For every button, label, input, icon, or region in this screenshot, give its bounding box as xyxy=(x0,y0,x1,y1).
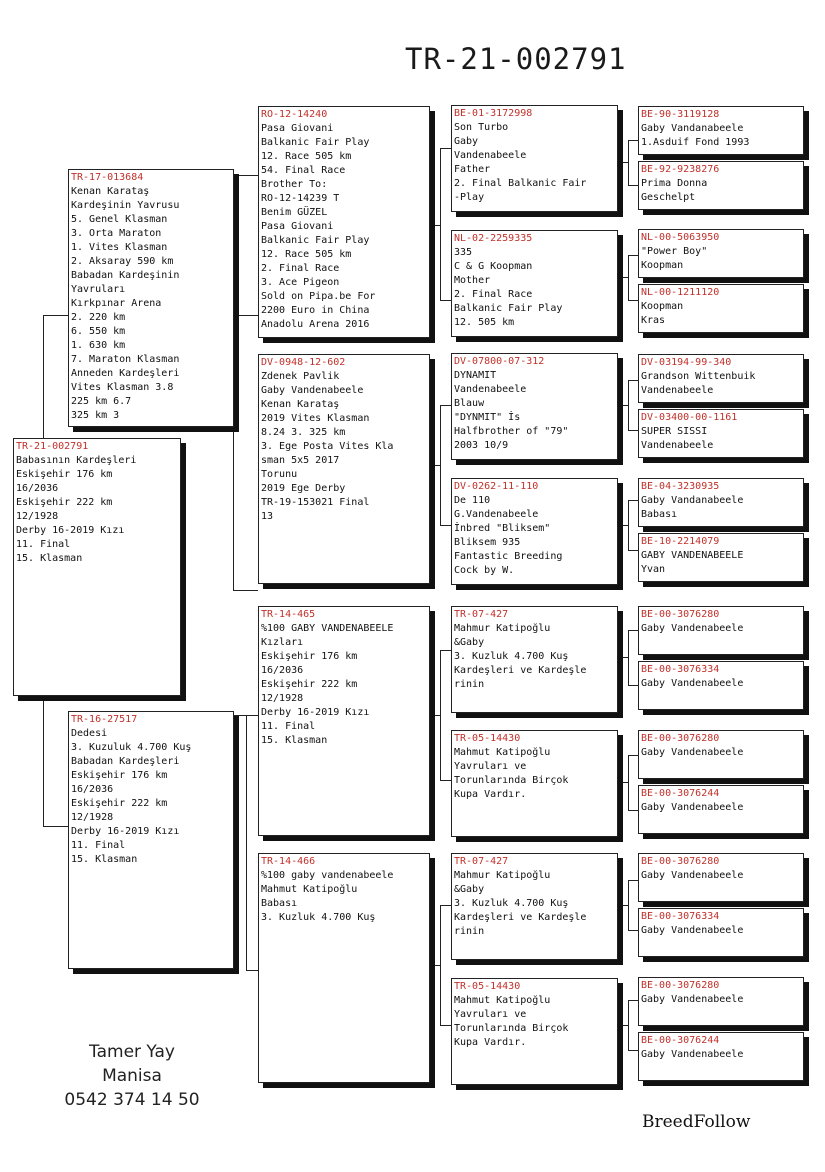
pigeon-info-line: 2019 Vites Klasman xyxy=(261,413,370,424)
ring-number: BE-04-3230935 xyxy=(641,481,720,492)
pigeon-info-line: 16/2036 xyxy=(71,784,114,795)
pigeon-info-line: Pasa Giovani xyxy=(261,123,334,134)
ring-number: BE-90-3119128 xyxy=(641,109,720,120)
connector-line xyxy=(43,697,44,826)
pigeon-info-line: Son Turbo xyxy=(454,122,509,133)
connector-line xyxy=(43,315,68,316)
brand-logo: BreedFollow xyxy=(642,1112,751,1132)
pigeon-info-line: Koopman xyxy=(641,301,684,312)
pedigree-box-gen2 xyxy=(258,106,430,338)
pigeon-info-line: Babadan Kardeşleri xyxy=(71,756,180,767)
ring-number: TR-16-27517 xyxy=(71,714,138,725)
pigeon-info-line: Yavruları xyxy=(71,284,126,295)
ring-number: NL-02-2259335 xyxy=(454,233,533,244)
pedigree-box-gen4 xyxy=(638,908,804,957)
pedigree-box-gen3 xyxy=(451,978,618,1085)
ring-number: TR-21-002791 xyxy=(16,441,89,452)
pigeon-info-line: Gaby Vandanabeele xyxy=(641,123,744,134)
pigeon-info-line: "DYNMIT" İs xyxy=(454,412,521,423)
pedigree-box-gen4 xyxy=(638,977,804,1026)
pigeon-info-line: Koopman xyxy=(641,260,684,271)
pigeon-info-line: 325 km 3 xyxy=(71,410,120,421)
pigeon-info-line: Mahmut Katipoğlu xyxy=(454,995,551,1006)
pedigree-box-gen3 xyxy=(451,353,618,460)
pedigree-box-gen4 xyxy=(638,785,804,834)
pedigree-box-gen4 xyxy=(638,354,804,403)
pigeon-info-line: 15. Klasman xyxy=(16,553,83,564)
connector-line xyxy=(628,755,638,756)
pigeon-info-line: DYNAMIT xyxy=(454,370,497,381)
pigeon-info-line: 3. Kuzluk 4.700 Kuş xyxy=(261,912,376,923)
ring-number: TR-07-427 xyxy=(454,856,509,867)
pigeon-info-line: Vandenabeele xyxy=(641,385,714,396)
pigeon-info-line: 1. 630 km xyxy=(71,340,126,351)
pigeon-info-line: Eskişehir 222 km xyxy=(71,798,168,809)
pigeon-info-line: Gaby Vandenabeele xyxy=(641,747,744,758)
connector-line xyxy=(43,826,68,827)
connector-line xyxy=(628,880,638,881)
pigeon-info-line: Pasa Giovani xyxy=(261,221,334,232)
pigeon-info-line: TR-19-153021 Final xyxy=(261,497,370,508)
pigeon-info-line: Balkanic Fair Play xyxy=(261,137,370,148)
pedigree-box-gen4 xyxy=(638,284,804,333)
pedigree-box-gen3 xyxy=(451,853,618,960)
pigeon-info-line: Babasının Kardeşleri xyxy=(16,455,137,466)
pigeon-info-line: 12. Race 505 km xyxy=(261,151,352,162)
pedigree-box-gen4 xyxy=(638,409,804,458)
connector-line xyxy=(440,300,451,301)
pigeon-info-line: 11. Final xyxy=(71,840,126,851)
pigeon-info-line: Eskişehir 222 km xyxy=(261,679,358,690)
ring-number: BE-00-3076244 xyxy=(641,1035,720,1046)
pigeon-info-line: 225 km 6.7 xyxy=(71,396,132,407)
pigeon-info-line: Derby 16-2019 Kızı xyxy=(261,707,370,718)
connector-line xyxy=(628,255,629,300)
pigeon-info-line: 12. 505 km xyxy=(454,317,515,328)
pigeon-info-line: 11. Final xyxy=(16,539,71,550)
connector-line xyxy=(628,550,638,551)
pigeon-info-line: Vandenabeele xyxy=(454,150,527,161)
pedigree-box-gen4 xyxy=(638,478,804,527)
pigeon-info-line: 2. Aksaray 590 km xyxy=(71,256,174,267)
pigeon-info-line: 12. Race 505 km xyxy=(261,249,352,260)
pigeon-info-line: 7. Maraton Klasman xyxy=(71,354,180,365)
connector-line xyxy=(618,657,628,658)
connector-line xyxy=(628,500,638,501)
pigeon-info-line: RO-12-14239 T xyxy=(261,193,340,204)
pigeon-info-line: Father xyxy=(454,164,491,175)
ring-number: DV-07800-07-312 xyxy=(454,356,545,367)
connector-line xyxy=(628,930,638,931)
pigeon-info-line: 3. Kuzluk 4.700 Kuş xyxy=(454,898,569,909)
pigeon-info-line: Mahmur Katipoğlu xyxy=(454,623,551,634)
connector-line xyxy=(440,405,451,406)
pigeon-info-line: Anneden Kardeşleri xyxy=(71,368,180,379)
pigeon-info-line: Sold on Pipa.be For xyxy=(261,291,376,302)
pedigree-box-gen3 xyxy=(451,606,618,713)
pigeon-info-line: 1.Asduif Fond 1993 xyxy=(641,137,750,148)
pigeon-info-line: 16/2036 xyxy=(16,483,59,494)
connector-line xyxy=(440,148,451,149)
pedigree-box-subject xyxy=(13,438,181,696)
connector-line xyxy=(618,1025,628,1026)
connector-line xyxy=(628,1000,638,1001)
connector-line xyxy=(628,1050,638,1051)
pigeon-info-line: Kenan Karataş xyxy=(261,399,340,410)
pigeon-info-line: 2003 10/9 xyxy=(454,440,509,451)
connector-line xyxy=(628,500,629,550)
pigeon-info-line: %100 GABY VANDENABEELE xyxy=(261,623,394,634)
pigeon-info-line: 3. Ege Posta Vites Kla xyxy=(261,441,394,452)
pedigree-box-gen4 xyxy=(638,161,804,210)
pigeon-info-line: Mahmut Katipoğlu xyxy=(261,884,358,895)
pigeon-info-line: Babası xyxy=(641,509,678,520)
pigeon-info-line: Eskişehir 176 km xyxy=(16,469,113,480)
pigeon-info-line: Gaby Vandenabeele xyxy=(641,678,744,689)
ring-number: TR-05-14430 xyxy=(454,981,521,992)
pigeon-info-line: Kardeşleri ve Kardeşle xyxy=(454,912,587,923)
pedigree-box-gen4 xyxy=(638,606,804,655)
pedigree-box-gen4 xyxy=(638,853,804,902)
connector-line xyxy=(618,277,628,278)
pigeon-info-line: Anadolu Arena 2016 xyxy=(261,319,370,330)
pigeon-info-line: İnbred "Bliksem" xyxy=(454,523,551,534)
pigeon-info-line: Gaby xyxy=(454,136,479,147)
pigeon-info-line: 12/1928 xyxy=(261,693,304,704)
connector-line xyxy=(628,880,629,930)
pigeon-info-line: 2200 Euro in China xyxy=(261,305,370,316)
pigeon-info-line: 6. 550 km xyxy=(71,326,126,337)
ring-number: BE-00-3076244 xyxy=(641,788,720,799)
pigeon-info-line: Derby 16-2019 Kızı xyxy=(71,826,180,837)
connector-line xyxy=(628,430,638,431)
connector-line xyxy=(246,715,247,970)
pigeon-info-line: Mother xyxy=(454,275,491,286)
ring-number: BE-00-3076280 xyxy=(641,733,720,744)
pigeon-info-line: 2. Final Race xyxy=(261,263,340,274)
pedigree-box-dam xyxy=(68,711,234,969)
connector-line xyxy=(440,525,451,526)
pigeon-info-line: GABY VANDENABEELE xyxy=(641,550,744,561)
ring-number: BE-01-3172998 xyxy=(454,108,533,119)
contact-phone: 0542 374 14 50 xyxy=(64,1090,200,1110)
ring-number: TR-17-013684 xyxy=(71,172,144,183)
connector-line xyxy=(628,140,629,185)
pigeon-info-line: 13 xyxy=(261,511,274,522)
connector-line xyxy=(233,715,246,716)
pedigree-box-gen3 xyxy=(451,230,618,337)
pigeon-info-line: Vites Klasman 3.8 xyxy=(71,382,174,393)
pedigree-box-gen4 xyxy=(638,229,804,278)
pigeon-info-line: Gaby Vandenabeele xyxy=(641,925,744,936)
ring-number: RO-12-14240 xyxy=(261,109,328,120)
pigeon-info-line: 3. Kuzluk 4.700 Kuş xyxy=(454,651,569,662)
connector-line xyxy=(233,315,258,316)
ring-number: TR-14-466 xyxy=(261,856,316,867)
connector-line xyxy=(440,780,451,781)
connector-line xyxy=(233,590,258,591)
ring-number: DV-0948-12-602 xyxy=(261,357,346,368)
pigeon-info-line: sman 5x5 2017 xyxy=(261,455,340,466)
ring-number: TR-05-14430 xyxy=(454,733,521,744)
connector-line xyxy=(628,630,638,631)
pigeon-info-line: C & G Koopman xyxy=(454,261,533,272)
pigeon-info-line: Gaby Vandenabeele xyxy=(641,870,744,881)
pigeon-info-line: 15. Klasman xyxy=(71,854,138,865)
pigeon-info-line: Balkanic Fair Play xyxy=(261,235,370,246)
ring-number: NL-00-1211120 xyxy=(641,287,720,298)
pedigree-box-gen3 xyxy=(451,478,618,585)
ring-number: BE-00-3076334 xyxy=(641,664,720,675)
pigeon-info-line: Mahmut Katipoğlu xyxy=(454,747,551,758)
pigeon-info-line: Kırkpınar Arena xyxy=(71,298,162,309)
pigeon-info-line: Babadan Kardeşinin xyxy=(71,270,180,281)
connector-line xyxy=(628,755,629,810)
pigeon-info-line: Geschelpt xyxy=(641,192,696,203)
ring-number: TR-14-465 xyxy=(261,609,316,620)
pigeon-info-line: 54. Final Race xyxy=(261,165,346,176)
connector-line xyxy=(618,162,628,163)
pedigree-box-gen4 xyxy=(638,106,804,155)
connector-line xyxy=(618,905,628,906)
pigeon-info-line: Yvan xyxy=(641,564,666,575)
pigeon-info-line: Kardeşinin Yavrusu xyxy=(71,200,180,211)
pigeon-info-line: 335 xyxy=(454,247,473,258)
ring-number: BE-92-9238276 xyxy=(641,164,720,175)
contact-name: Tamer Yay xyxy=(89,1042,175,1062)
pigeon-info-line: Yavruları ve xyxy=(454,1009,527,1020)
connector-line xyxy=(246,715,258,716)
connector-line xyxy=(628,1000,629,1050)
pigeon-info-line: Eskişehir 176 km xyxy=(71,770,168,781)
pigeon-info-line: -Play xyxy=(454,192,485,203)
pedigree-box-gen3 xyxy=(451,730,618,837)
pigeon-info-line: Mahmur Katipoğlu xyxy=(454,870,551,881)
pigeon-info-line: rinin xyxy=(454,926,485,937)
connector-line xyxy=(628,685,638,686)
pigeon-info-line: 2. Final Race xyxy=(454,289,533,300)
connector-line xyxy=(618,525,628,526)
ring-number: DV-0262-11-110 xyxy=(454,481,539,492)
pigeon-info-line: 2019 Ege Derby xyxy=(261,483,346,494)
connector-line xyxy=(628,140,638,141)
pigeon-info-line: Babası xyxy=(261,898,298,909)
pigeon-info-line: Kupa Vardır. xyxy=(454,789,527,800)
pigeon-info-line: Gaby Vandenabeele xyxy=(641,1049,744,1060)
ring-number: BE-00-3076280 xyxy=(641,609,720,620)
pigeon-info-line: 3. Kuzuluk 4.700 Kuş xyxy=(71,742,192,753)
pigeon-info-line: Derby 16-2019 Kızı xyxy=(16,525,125,536)
connector-line xyxy=(43,315,44,438)
pedigree-box-gen4 xyxy=(638,1032,804,1081)
pigeon-info-line: 15. Klasman xyxy=(261,735,328,746)
pedigree-box-gen2 xyxy=(258,853,430,1083)
connector-line xyxy=(430,965,440,966)
pigeon-info-line: 12/1928 xyxy=(16,511,59,522)
pigeon-info-line: Torunlarında Birçok xyxy=(454,775,569,786)
pigeon-info-line: 3. Orta Maraton xyxy=(71,228,162,239)
connector-line xyxy=(440,650,441,780)
pigeon-info-line: Torunlarında Birçok xyxy=(454,1023,569,1034)
pigeon-info-line: Blauw xyxy=(454,398,485,409)
pigeon-info-line: Dedesi xyxy=(71,728,108,739)
pigeon-info-line: %100 gaby vandenabeele xyxy=(261,870,394,881)
ring-number: BE-00-3076334 xyxy=(641,911,720,922)
pigeon-info-line: Kupa Vardır. xyxy=(454,1037,527,1048)
pigeon-info-line: Fantastic Breeding xyxy=(454,551,563,562)
pigeon-info-line: 11. Final xyxy=(261,721,316,732)
pedigree-box-gen2 xyxy=(258,606,430,836)
connector-line xyxy=(628,255,638,256)
pigeon-info-line: Bliksem 935 xyxy=(454,537,521,548)
pigeon-info-line: Kardeşleri ve Kardeşle xyxy=(454,665,587,676)
connector-line xyxy=(618,782,628,783)
connector-line xyxy=(233,175,258,176)
pigeon-info-line: Gaby Vandenabeele xyxy=(641,994,744,1005)
pedigree-box-gen4 xyxy=(638,661,804,710)
pigeon-info-line: Balkanic Fair Play xyxy=(454,303,563,314)
ring-number: DV-03400-00-1161 xyxy=(641,412,738,423)
ring-number: DV-03194-99-340 xyxy=(641,357,732,368)
pigeon-info-line: G.Vandenabeele xyxy=(454,509,539,520)
ring-number: BE-00-3076280 xyxy=(641,856,720,867)
pigeon-info-line: 1. Vites Klasman xyxy=(71,242,168,253)
connector-line xyxy=(628,185,638,186)
pigeon-info-line: Gaby Vandenabeele xyxy=(641,623,744,634)
connector-line xyxy=(430,465,440,466)
connector-line xyxy=(628,630,629,685)
pigeon-info-line: Eskişehir 222 km xyxy=(16,497,113,508)
pigeon-info-line: &Gaby xyxy=(454,884,485,895)
pigeon-info-line: Benim GÜZEL xyxy=(261,207,328,218)
pigeon-info-line: Grandson Wittenbuik xyxy=(641,371,756,382)
pedigree-box-gen4 xyxy=(638,730,804,779)
pigeon-info-line: 2. Final Balkanic Fair xyxy=(454,178,587,189)
pigeon-info-line: Prima Donna xyxy=(641,178,708,189)
pedigree-box-gen3 xyxy=(451,105,618,212)
pigeon-info-line: Gaby Vandanabeele xyxy=(641,495,744,506)
ring-number: BE-00-3076280 xyxy=(641,980,720,991)
pigeon-info-line: Gaby Vandenabeele xyxy=(261,385,364,396)
connector-line xyxy=(440,405,441,525)
connector-line xyxy=(628,380,638,381)
pigeon-info-line: 8.24 3. 325 km xyxy=(261,427,346,438)
pigeon-info-line: &Gaby xyxy=(454,637,485,648)
connector-line xyxy=(440,148,441,300)
pigeon-info-line: 2. 220 km xyxy=(71,312,126,323)
pedigree-box-sire xyxy=(68,169,234,427)
connector-line xyxy=(628,380,629,430)
pigeon-info-line: Halfbrother of "79" xyxy=(454,426,569,437)
connector-line xyxy=(430,225,440,226)
connector-line xyxy=(618,405,628,406)
connector-line xyxy=(628,300,638,301)
connector-line xyxy=(246,970,258,971)
pigeon-info-line: Vandenabeele xyxy=(641,440,714,451)
pigeon-info-line: 12/1928 xyxy=(71,812,114,823)
pigeon-info-line: Eskişehir 176 km xyxy=(261,651,358,662)
ring-number: TR-07-427 xyxy=(454,609,509,620)
pigeon-info-line: Kenan Karataş xyxy=(71,186,150,197)
connector-line xyxy=(440,650,451,651)
page-title: TR-21-002791 xyxy=(405,42,627,76)
contact-city: Manisa xyxy=(102,1066,162,1086)
pigeon-info-line: Gaby Vandenabeele xyxy=(641,802,744,813)
pigeon-info-line: Yavruları ve xyxy=(454,761,527,772)
ring-number: BE-10-2214079 xyxy=(641,536,720,547)
pigeon-info-line: "Power Boy" xyxy=(641,246,708,257)
pigeon-info-line: Zdenek Pavlik xyxy=(261,371,340,382)
pigeon-info-line: 16/2036 xyxy=(261,665,304,676)
pigeon-info-line: SUPER SISSI xyxy=(641,426,708,437)
connector-line xyxy=(440,1025,451,1026)
pigeon-info-line: 5. Genel Klasman xyxy=(71,214,168,225)
pigeon-info-line: Vandenabeele xyxy=(454,384,527,395)
pedigree-box-gen4 xyxy=(638,533,804,582)
pigeon-info-line: Kızları xyxy=(261,637,304,648)
connector-line xyxy=(440,905,451,906)
connector-line xyxy=(430,715,440,716)
pigeon-info-line: Torunu xyxy=(261,469,298,480)
connector-line xyxy=(440,905,441,1025)
pigeon-info-line: Cock by W. xyxy=(454,565,515,576)
connector-line xyxy=(628,810,638,811)
pigeon-info-line: 3. Ace Pigeon xyxy=(261,277,340,288)
pigeon-info-line: Kras xyxy=(641,315,666,326)
pedigree-box-gen2 xyxy=(258,354,430,584)
pigeon-info-line: De 110 xyxy=(454,495,491,506)
ring-number: NL-00-5063950 xyxy=(641,232,720,243)
pigeon-info-line: Brother To: xyxy=(261,179,328,190)
pigeon-info-line: rinin xyxy=(454,679,485,690)
